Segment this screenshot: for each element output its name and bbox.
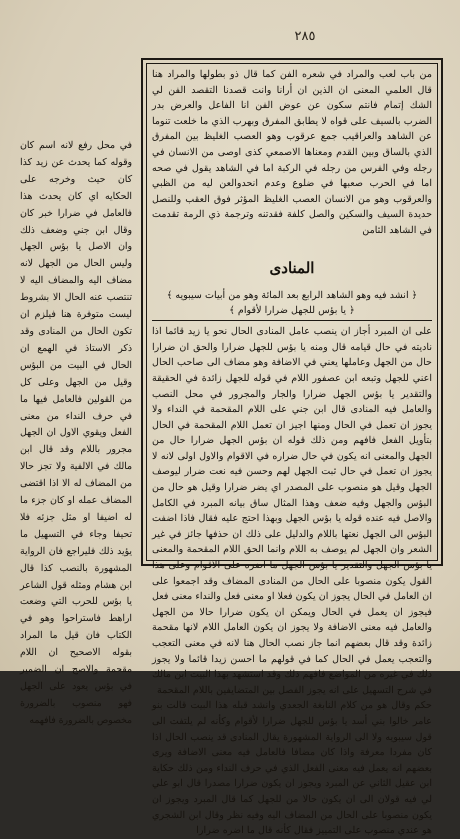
paragraph-commentary-continued: حكم وقال هو من كلام النابغة الجعدي وانشد قبله هذا البيت قالت بنو عامر خالوا بني أسد يا بؤس للجهل ضرارا لأقوام وكأنه لم يلتفت الى قول سيبويه ولا الى الرواية المشهورة يقال المنادى قد ينصب الحال اذا كان مفردا معرفة واذا كان مضافا فالعامل فيه معنى الاضافة ويرى بعضهم انه يعمل فيه معنى الفعل الذي في حرف النداء ومن ذلك حكاية ابن عقيل الثاني عن المبرد ويجوز ان يكون ضرارا مصدرا قال ابو علي لي فيه قولان الى ان يكون حالا من للجهل كما قال المبرد ويجوز ان يكون منصوبا على الحال من المضاف اليه وفيه نظر وقال ابن الشجري هو عندي منصوب على التمييز فقال كأنه قال ما اضره ضرارا	[152, 700, 432, 837]
paragraph-commentary: على ان المبرد أجاز ان ينصب عامل المنادى الحال نحو يا زيد قائما اذا ناديته في حال قيامه قال ومنه يا بؤس للجهل ضرارا والحق ان ضرارا حال من الجهل وعاملها يعني في الاضافة وهو مضاف الى صاحب الحال اعني للجهل وتبعه ابن عصفور اللام في قوله للجهل زائدة في الحقيقة والتقدير يا بؤس الجهل ضرارا والجار والمجرور في محل النصب والعامل فيه المنادى قال ابن جني على اللام المقحمة في النداء ولا يجوز ان تعمل في الحال ومنها اجيز ان تعمل اللام المقحمة في الحال بتأويل الفعل فافهم ومن ذلك قوله ان بؤس الجهل ضرارا حال من الجهل والمعنى انه يكون في حال ضراره في الاقوام والاول اولى لانه لا يجوز ان تعمل في حال ثبت الجهل لهم وحسن فيه نعت ضرار ليوصف الجهل وقيل هو منصوب على المصدر اي يضر ضرارا وقيل هو حال من البؤس والجهل وفيه ضعف وهذا المثال ساق بيانه المبرد في الكامل والاصل فيه عنده قوله يا بؤس الجهل وبهذا احتج عليه فقال فاذا اضفت البؤس الى الجهل نعتها باللام والدليل على ذلك ان حذفها جائز في غير الشعر وان الجهل لم يوصف به اللام وانما الحق اللام المقحمة والمعنى يا بؤس الجهل والتقدير يا بؤس الجهل ما اضره على الاقوام وعلى هذا القول يكون منصوبا على الحال من المنادى المضاف وقد اجمعوا على ان العامل في الحال يجوز ان يكون فعلا او معنى فعل والنداء معنى فعل فيجوز ان يعمل في الحال ويمكن ان يكون ضرارا حالا من الجهل والعامل فيه معنى الاضافة ولا يجوز ان يكون العامل اللام لانها مقحمة زائدة وقد قال بعضهم انما جاز نصب الحال هنا لانه في معنى التعجب والتعجب يعمل في الحال كما في قولهم ما احسن زيدا قائما ولا يجوز ذلك في غيره من المواضع فافهم ذلك وقد استشهد بهذا البيت ابن مالك في شرح التسهيل على انه يجوز الفصل بين المتضايفين باللام المقحمة	[152, 326, 432, 696]
main-text-frame	[141, 58, 443, 837]
margin-notes	[20, 138, 132, 730]
page-number: ٢٨٥	[294, 29, 316, 44]
margin-note-text: في محل رفع لانه اسم كان وقوله كما يحدث عن زيد كذا كان حيث وخرجه على الحكايه اي كان يحدث هذا فالعامل في ضرارا خبر كان وقال ابن جني وضعف ذلك وان الاصل يا بؤس الجهل وليس الحال من الجهل لانه مضاف اليه والمضاف اليه لا تنتصب عنه الحال الا بشروط ليست متوفرة هنا فيلزم ان تكون الحال من المنادى وقد ذكر الاستاذ في الهمع ان الحال في البيت من البؤس وقيل من الجهل وعلى كل من القولين فالعامل فيها ما في حرف النداء من معنى الفعل ويقوي الاول ان الجهل مجرور باللام وقد قال ابن مالك في الالفية ولا تجز حالا من المضاف له الا اذا اقتضى المضاف عمله او كان جزء ما له اضيفا او مثل جزئه فلا تحيفا وجاء في التسهيل ما يؤيد ذلك فليراجع فان الرواية المشهورة بالنصب كذا قال ابن هشام ومثله قول الشاعر يا بؤس للحرب التي وضعت اراهط فاستراحوا وهو في الكتاب فان قيل ما المراد بقوله الاصحيح ان اللام مقحمة والاصح ان الضمير في بؤس يعود على الجهل فهو منصوب بالضرورة مخصوص بالضرورة فافهمه	[20, 140, 132, 726]
paragraph-intro: من باب لعب والمراد في شعره الفن كما قال ذو بطولها والمراد هنا قال العلمي المعنى ان الذين ان أرانا وانت قصدنا التقصد الفن لي الشك إتمام فانتم سكون عن عوض الفن انا الفاعل والعرض بدر الضرب بالسيف على قواه لا يطابق المفرق وبهرب الذي ما خلعت تنوما عن الشاهد والعراقيب جمع عرقوب وهو العصب الغليظ بين المفرق الذي بالساق وبين القدم ومعناها الاصمعي كذى اوصى من الانسان في رجله وفي الفرس من رجله في الركبة اما في الشاهد يقول في صحه اما في الحرب صعبها في ضلوع وعدم انحدوالعن ليه من الظبي والعرقوب وهو من الانسان العصب الغليظ المؤثر فوق العقب وللنصل حديدة السيف والسكين والصل كلفة فقدتنه وترجمة ذي الرمة تقدمت في الشاهد الثامن	[152, 69, 432, 236]
main-text-body	[146, 63, 438, 837]
divider	[152, 320, 432, 321]
section-heading: المنادى	[269, 258, 315, 277]
verse-line: ﴿ يا بؤس للجهل ضرارا لأقوام ﴾	[229, 305, 355, 317]
verse-citation: ﴿ انشد فيه وهو الشاهد الرابع بعد المائة وهو من أبيات سيبويه ﴾	[166, 290, 418, 302]
